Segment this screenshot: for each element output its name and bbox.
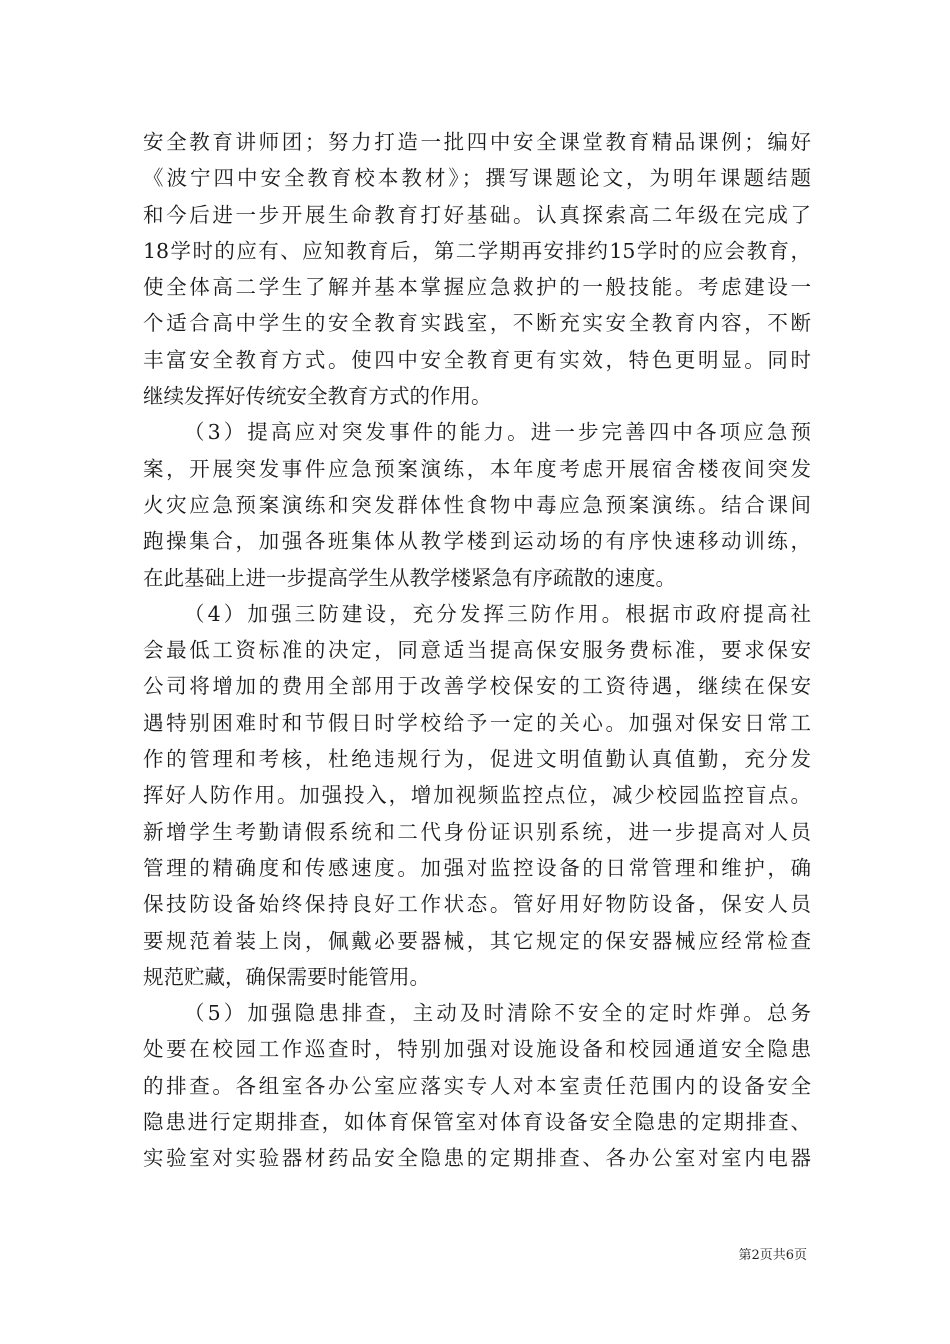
- text-line: 要规范着装上岗，佩戴必要器械，其它规定的保安器械应经常检查: [143, 928, 811, 953]
- text-line: 个适合高中学生的安全教育实践室，不断充实安全教育内容，不断: [143, 311, 811, 336]
- text-line: 丰富安全教育方式。使四中安全教育更有实效，特色更明显。同时: [143, 347, 811, 372]
- text-line: 18学时的应有、应知教育后，第二学期再安排约15学时的应会教育，: [143, 238, 811, 263]
- text-line: 继续发挥好传统安全教育方式的作用。: [143, 384, 492, 409]
- text-line: 保技防设备始终保持良好工作状态。管好用好物防设备，保安人员: [143, 892, 811, 917]
- text-line: 管理的精确度和传感速度。加强对监控设备的日常管理和维护，确: [143, 855, 811, 880]
- text-line: 挥好人防作用。加强投入，增加视频监控点位，减少校园监控盲点。: [143, 783, 811, 808]
- text-line: 火灾应急预案演练和突发群体性食物中毒应急预案演练。结合课间: [143, 492, 811, 517]
- text-line: 处要在校园工作巡查时，特别加强对设施设备和校园通道安全隐患: [143, 1037, 811, 1062]
- text-line: 在此基础上进一步提高学生从教学楼紧急有序疏散的速度。: [143, 565, 676, 590]
- text-line: 使全体高二学生了解并基本掌握应急救护的一般技能。考虑建设一: [143, 275, 811, 300]
- text-line: 跑操集合，加强各班集体从教学楼到运动场的有序快速移动训练，: [143, 529, 811, 554]
- text-line: 会最低工资标准的决定，同意适当提高保安服务费标准，要求保安: [143, 638, 811, 663]
- text-line: 规范贮藏，确保需要时能管用。: [143, 964, 430, 989]
- text-line: 隐患进行定期排查，如体育保管室对体育设备安全隐患的定期排查、: [143, 1110, 811, 1135]
- paragraph-start-line: （3）提高应对突发事件的能力。进一步完善四中各项应急预: [184, 420, 811, 445]
- document-body: [143, 124, 811, 1177]
- paragraph-start-line: （5）加强隐患排查，主动及时清除不安全的定时炸弹。总务: [184, 1001, 811, 1026]
- text-line: 公司将增加的费用全部用于改善学校保安的工资待遇，继续在保安: [143, 674, 811, 699]
- paragraph-start-line: （4）加强三防建设，充分发挥三防作用。根据市政府提高社: [184, 601, 811, 626]
- text-line: 新增学生考勤请假系统和二代身份证识别系统，进一步提高对人员: [143, 819, 811, 844]
- text-line: 的排查。各组室各办公室应落实专人对本室责任范围内的设备安全: [143, 1073, 811, 1098]
- text-line: 安全教育讲师团；努力打造一批四中安全课堂教育精品课例；编好: [143, 130, 811, 154]
- text-line: 《波宁四中安全教育校本教材》；撰写课题论文，为明年课题结题: [143, 166, 811, 191]
- text-line: 作的管理和考核，杜绝违规行为，促进文明值勤认真值勤，充分发: [143, 747, 811, 772]
- page-number-footer: 第2页共6页: [738, 1248, 807, 1263]
- text-line: 遇特别困难时和节假日时学校给予一定的关心。加强对保安日常工: [143, 710, 811, 735]
- text-line: 和今后进一步开展生命教育打好基础。认真探索高二年级在完成了: [143, 202, 811, 227]
- text-line: 案，开展突发事件应急预案演练，本年度考虑开展宿舍楼夜间突发: [143, 456, 811, 481]
- text-line: 实验室对实验器材药品安全隐患的定期排查、各办公室对室内电器: [143, 1146, 811, 1171]
